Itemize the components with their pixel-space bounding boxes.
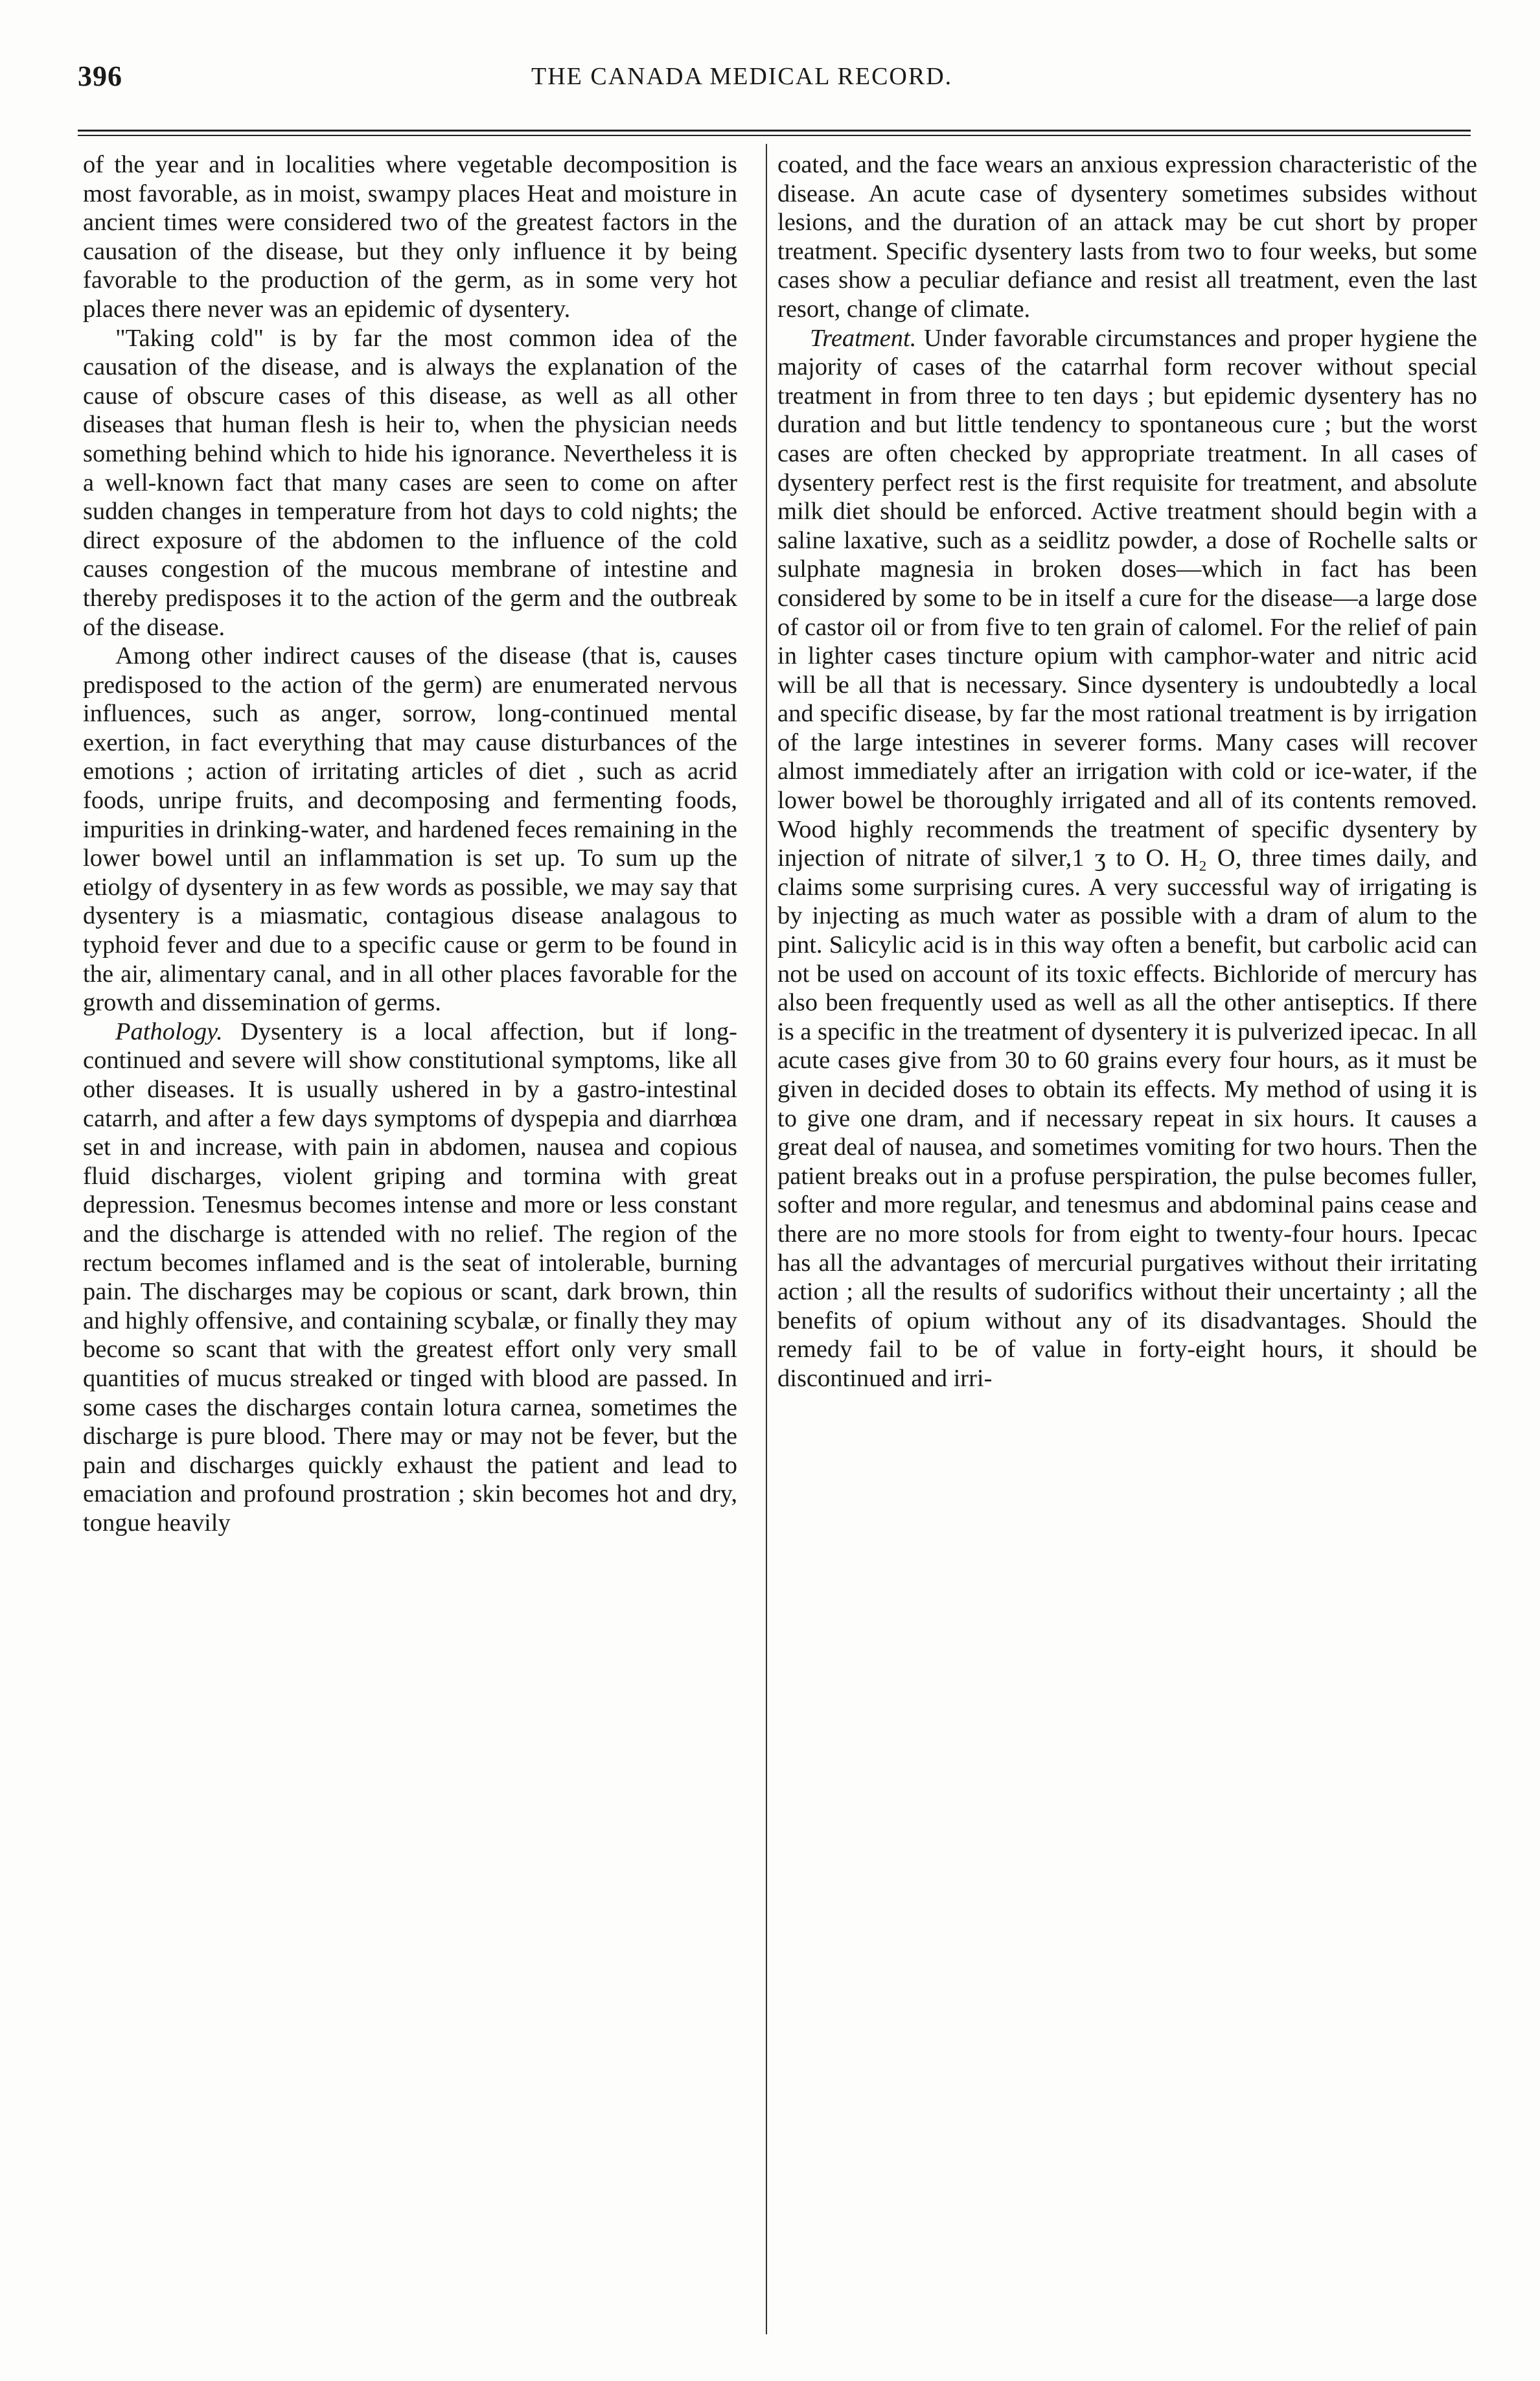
right-column — [777, 150, 1477, 2341]
right-paragraph-1 — [777, 150, 1477, 324]
paragraph-text: Among other indirect causes of the disease (that is, causes predisposed to the action of the germ) are enumerated nervous influences, such as anger, sorrow, long-continued mental exertion, in fact everything that may cause disturbances of the emotions ; action of irritating articles of diet , such as acrid foods, unripe fruits, and decomposing and fermenting foods, impurities in drinking-water, and hardened feces remaining in the lower bowel until an inflammation is set up. To sum up the etiolgy of dysentery in as few words as possible, we may say that dysentery is a miasmatic, contagious disease analagous to typhoid fever and due to a specific cause or germ to be found in the air, alimentary canal, and in all other places favorable for the growth and dissemination of germs. — [83, 642, 737, 1017]
header-rule-top — [78, 130, 1471, 132]
paragraph-text: of the year and in localities where vegetable decomposition is most favorable, as in moist, swampy places Heat and moisture in ancient times were considered two of the greatest factors in the causation of the disease, but they only influence it by being favorable to the production of the germ, as in some very hot places there never was an epidemic of dysentery. — [83, 151, 737, 323]
running-head — [78, 60, 1471, 99]
journal-title: THE CANADA MEDICAL RECORD. — [531, 63, 953, 90]
paragraph-text: "Taking cold" is by far the most common idea of the causation of the disease, and is always the explanation of the cause of obscure cases of this disease, as well as all other diseases that human flesh is heir to, when the physician needs something behind which to hide his ignorance. Nevertheless it is a well-known fact that many cases are seen to come on after sudden changes in temperature from hot days to cold nights; the direct exposure of the abdomen to the influence of the cold causes congestion of the mucous membrane of intestine and thereby predisposes it to the action of the germ and the outbreak of the disease. — [83, 324, 737, 641]
section-heading-treatment: Treatment. — [810, 324, 917, 352]
paragraph-text: coated, and the face wears an anxious expression characteristic of the disease. An acute case of dysentery sometimes subsides without lesions, and the duration of an attack may be cut short by proper treatment. Specific dysentery lasts from two to four weeks, but some cases show a peculiar defiance and resist all treatment, even the last resort, change of climate. — [777, 151, 1477, 323]
left-column — [83, 150, 737, 2341]
section-heading-pathology: Pathology. — [115, 1017, 223, 1045]
header-rule-bottom — [78, 135, 1471, 136]
paragraph-text: Under favorable circumstances and proper hygiene the majority of cases of the catarrhal form recover without special treatment in from three to ten days ; but epidemic dysentery has no duration and but little tendency to spontaneous cure ; but the worst cases are often checked by appropriate treatment. In all cases of dysentery perfect rest is the first requisite for treatment, and absolute milk diet should be enforced. Active treatment should begin with a saline laxative, such as a seidlitz powder, a dose of Rochelle salts or sulphate magnesia in broken doses—which in fact has been considered by some to be in itself a cure for the disease—a large dose of castor oil or from five to ten grain of calomel. For the relief of pain in lighter cases tincture opium with camphor-water and nitric acid will be all that is necessary. Since dysentery is undoubtedly a local and specific disease, by far the most rational treatment is by irrigation of the large intestines in severer forms. Many cases will recover almost immediately after an irrigation with cold or ice-water, if the lower bowel be thoroughly irrigated and all of its contents removed. Wood highly recommends the treatment of specific dysentery by injection of nitrate of silver,1 ʒ to O. H₂ O, three times daily, and claims some surprising cures. A very successful way of irrigating is by injecting as much water as possible with a dram of alum to the pint. Salicylic acid is in this way often a benefit, but carbolic acid can not be used on account of its toxic effects. Bichloride of mercury has also been frequently used as well as all the other antiseptics. If there is a specific in the treatment of dysentery it is pulverized ipecac. In all acute cases give from 30 to 60 grains every four hours, as it must be given in decided doses to obtain its effects. My method of using it is to give one dram, and if necessary repeat in six hours. It causes a great deal of nausea, and sometimes vomiting for two hours. Then the patient breaks out in a profuse perspiration, the pulse becomes fuller, softer and more regular, and tenesmus and abdominal pains cease and there are no more stools for from eight to twenty-four hours. Ipecac has all the advantages of mercurial purgatives without their irritating action ; all the results of sudorifics without their uncertainty ; all the benefits of opium without any of its disadvantages. Should the remedy fail to be of value in forty-eight hours, it should be discontinued and irri- — [777, 324, 1477, 1392]
left-paragraph-1 — [83, 150, 737, 324]
right-paragraph-treatment — [777, 324, 1477, 1393]
left-paragraph-3 — [83, 642, 737, 1017]
left-paragraph-2 — [83, 324, 737, 642]
column-divider — [766, 144, 767, 2334]
left-paragraph-pathology — [83, 1017, 737, 1538]
page-number: 396 — [78, 60, 122, 92]
paragraph-text: Dysentery is a local affection, but if long-continued and severe will show constitutional symptoms, like all other diseases. It is usually ushered in by a gastro-intestinal catarrh, and after a few days symptoms of dyspepia and diarrhœa set in and increase, with pain in abdomen, nausea and copious fluid discharges, violent griping and tormina with great depression. Tenesmus becomes intense and more or less constant and the discharge is attended with no relief. The region of the rectum becomes inflamed and is the seat of intolerable, burning pain. The discharges may be copious or scant, dark brown, thin and highly offensive, and containing scybalæ, or finally they may become so scant that with the greatest effort only very small quantities of mucus streaked or tinged with blood are passed. In some cases the discharges contain lotura carnea, sometimes the discharge is pure blood. There may or may not be fever, but the pain and discharges quickly exhaust the patient and lead to emaciation and profound prostration ; skin becomes hot and dry, tongue heavily — [83, 1017, 737, 1537]
